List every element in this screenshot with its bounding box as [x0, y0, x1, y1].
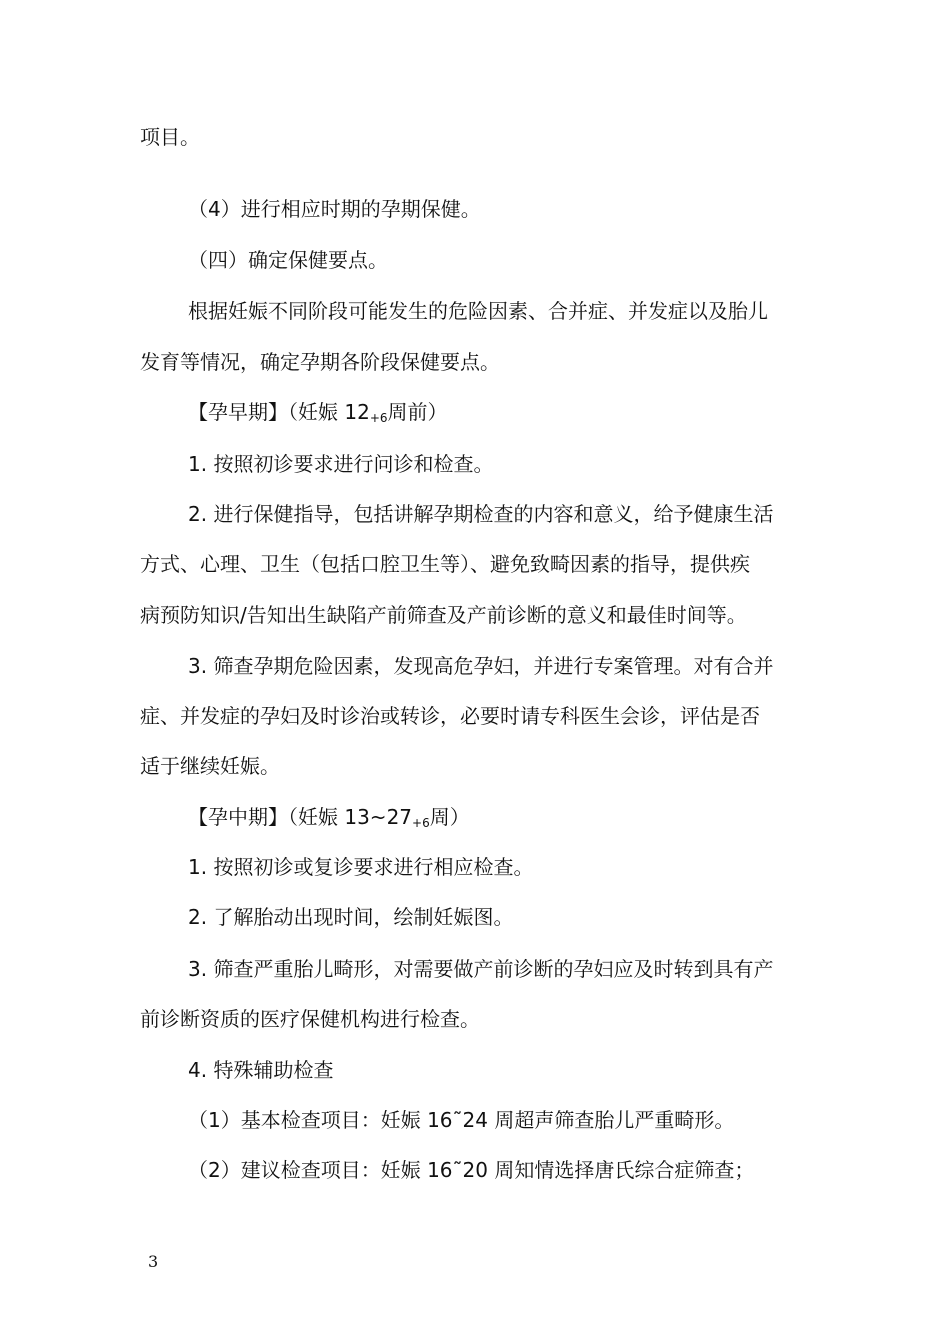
list-item: 1. 按照初诊或复诊要求进行相应检查。 — [188, 855, 534, 879]
heading-subscript: +6 — [412, 816, 430, 830]
heading-subscript: +6 — [369, 411, 388, 425]
text-line: 前诊断资质的医疗保健机构进行检查。 — [140, 1007, 480, 1031]
section-heading: （四）确定保健要点。 — [188, 248, 388, 272]
heading-text: 【孕早期】（妊娠 12 — [188, 400, 370, 424]
list-item: 3. 筛查孕期危险因素，发现高危孕妇，并进行专案管理。对有合并 — [188, 654, 774, 678]
page-number: 3 — [148, 1252, 159, 1271]
text-line: 病预防知识/告知出生缺陷产前筛查及产前诊断的意义和最佳时间等。 — [140, 603, 747, 627]
list-item: 2. 了解胎动出现时间，绘制妊娠图。 — [188, 905, 514, 929]
text-line: 发育等情况，确定孕期各阶段保健要点。 — [140, 350, 500, 374]
sub-item: （2）建议检查项目：妊娠 16˜20 周知情选择唐氏综合症筛查； — [188, 1158, 755, 1182]
text-line: （4）进行相应时期的孕期保健。 — [188, 197, 481, 221]
list-item: 3. 筛查严重胎儿畸形，对需要做产前诊断的孕妇应及时转到具有产 — [188, 957, 774, 981]
text-line: 方式、心理、卫生（包括口腔卫生等）、避免致畸因素的指导，提供疾 — [140, 552, 750, 576]
heading-text: 周） — [429, 805, 470, 829]
text-line: 项目。 — [140, 125, 200, 149]
period-heading-mid — [188, 803, 470, 831]
list-item: 1. 按照初诊要求进行问诊和检查。 — [188, 452, 494, 476]
list-item: 2. 进行保健指导，包括讲解孕期检查的内容和意义，给予健康生活 — [188, 502, 774, 526]
list-item: 4. 特殊辅助检查 — [188, 1058, 334, 1082]
heading-text: 【孕中期】（妊娠 13~27 — [188, 805, 413, 829]
text-line: 根据妊娠不同阶段可能发生的危险因素、合并症、并发症以及胎儿 — [188, 299, 768, 323]
heading-text: 周前） — [387, 400, 448, 424]
text-line: 适于继续妊娠。 — [140, 754, 280, 778]
sub-item: （1）基本检查项目：妊娠 16˜24 周超声筛查胎儿严重畸形。 — [188, 1108, 735, 1132]
period-heading-early — [188, 398, 448, 426]
text-line: 症、并发症的孕妇及时诊治或转诊，必要时请专科医生会诊，评估是否 — [140, 704, 760, 728]
